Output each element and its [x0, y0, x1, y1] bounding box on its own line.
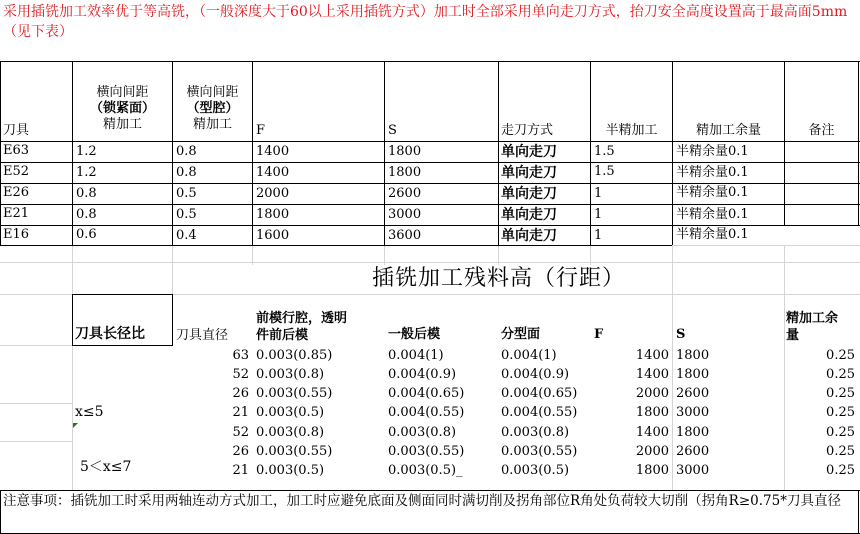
col-header-lateral-cavity: 横向间距 （型腔） 精加工 [186, 85, 239, 132]
footer-note: 注意事项：插铣加工时采用两轴连动方式加工，加工时应避免底面及侧面同时满切削及拐角部位R角处负荷较大切削（拐角R≥0.75*刀具直径 [3, 493, 841, 509]
col-header-ratio: 刀具长径比 [75, 326, 145, 342]
col-header-finish-allowance: 精加工余量 [695, 123, 761, 138]
col-header-s: S [388, 123, 397, 138]
col-header-lateral-lock: 横向间距 （锁紧面） 精加工 [89, 85, 155, 132]
table2-title: 插铣加工残料高（行距） [372, 266, 626, 291]
col-header-f: F [594, 327, 604, 342]
col-header-tool: 刀具 [3, 123, 30, 138]
col-header-parting: 分型面 [501, 327, 541, 342]
col-header-f: F [256, 123, 266, 138]
col-header-remarks: 备注 [808, 123, 835, 138]
group-label-ratio-5-to-7: 5＜x≤7 [80, 459, 132, 475]
col-header-s: S [676, 327, 686, 342]
col-header-finish-allowance: 精加工余 量 [786, 311, 839, 343]
group-label-ratio-le-5: x≤5 [75, 404, 104, 420]
header-note: 采用插铣加工效率优于等高铣，（一般深度大于60以上采用插铣方式）加工时全部采用单向走刀方式，抬刀安全高度设置高于最高面5mm（见下表） [3, 4, 848, 40]
col-header-feed-mode: 走刀方式 [501, 123, 554, 138]
col-header-semi-finish: 半精加工 [605, 123, 658, 138]
col-header-general-rear: 一般后模 [388, 327, 441, 342]
cell-comment-marker [73, 423, 78, 428]
col-header-front-mold: 前模行腔，透明 件前后模 [256, 311, 348, 343]
col-header-diameter: 刀具直径 [176, 328, 229, 343]
